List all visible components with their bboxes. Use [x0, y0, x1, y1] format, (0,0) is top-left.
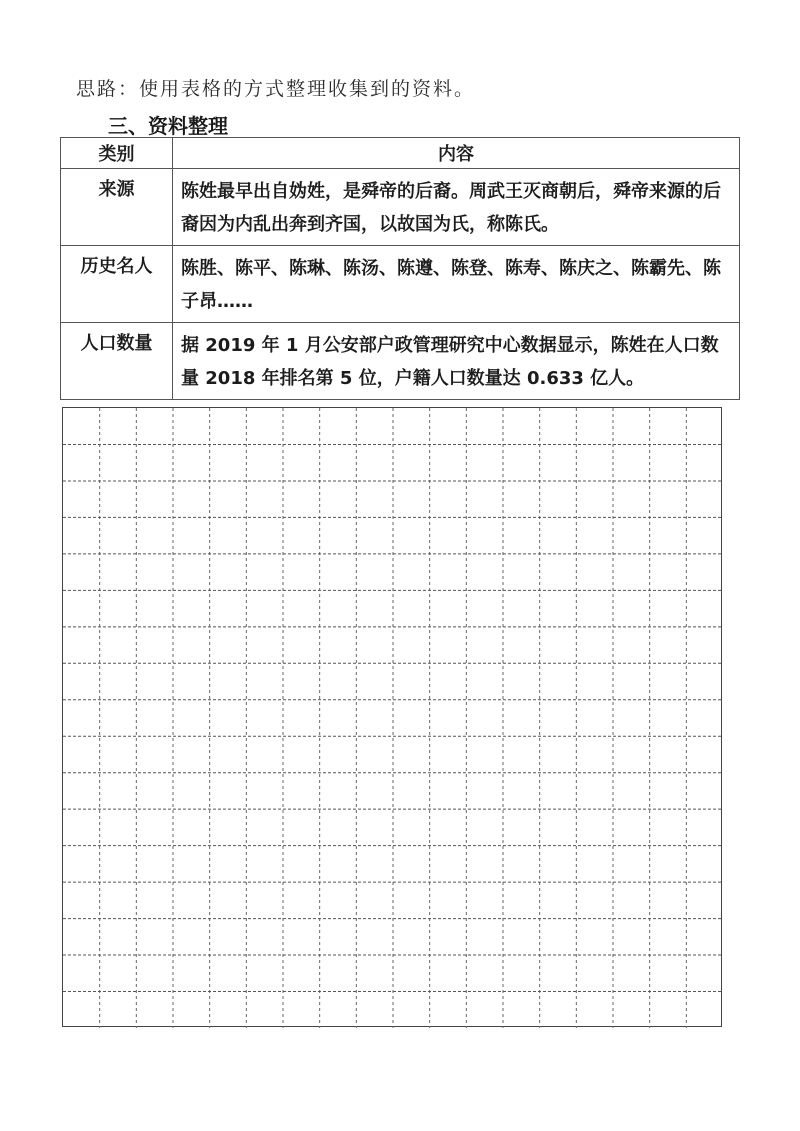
intro-text: 思路：使用表格的方式整理收集到的资料。 [76, 78, 476, 100]
header-category: 类别 [61, 138, 173, 169]
row-category: 人口数量 [61, 323, 173, 400]
row-content: 陈姓最早出自妫姓，是舜帝的后裔。周武王灭商朝后，舜帝来源的后裔因为内乱出奔到齐国，以故国为氏，称陈氏。 [173, 169, 740, 246]
table-row [61, 246, 740, 323]
row-content: 据 2019 年 1 月公安部户政管理研究中心数据显示，陈姓在人口数量 2018 年排名第 5 位，户籍人口数量达 0.633 亿人。 [173, 323, 740, 400]
row-category: 来源 [61, 169, 173, 246]
writing-grid-lines [63, 408, 723, 1028]
header-content: 内容 [173, 138, 740, 169]
row-content: 陈胜、陈平、陈琳、陈汤、陈遵、陈登、陈寿、陈庆之、陈霸先、陈子昂…… [173, 246, 740, 323]
table-header-row [61, 138, 740, 169]
table-row [61, 323, 740, 400]
section-title: 三、资料整理 [108, 114, 228, 138]
row-category: 历史名人 [61, 246, 173, 323]
table-row [61, 169, 740, 246]
writing-grid [62, 407, 722, 1027]
info-table [60, 137, 740, 400]
